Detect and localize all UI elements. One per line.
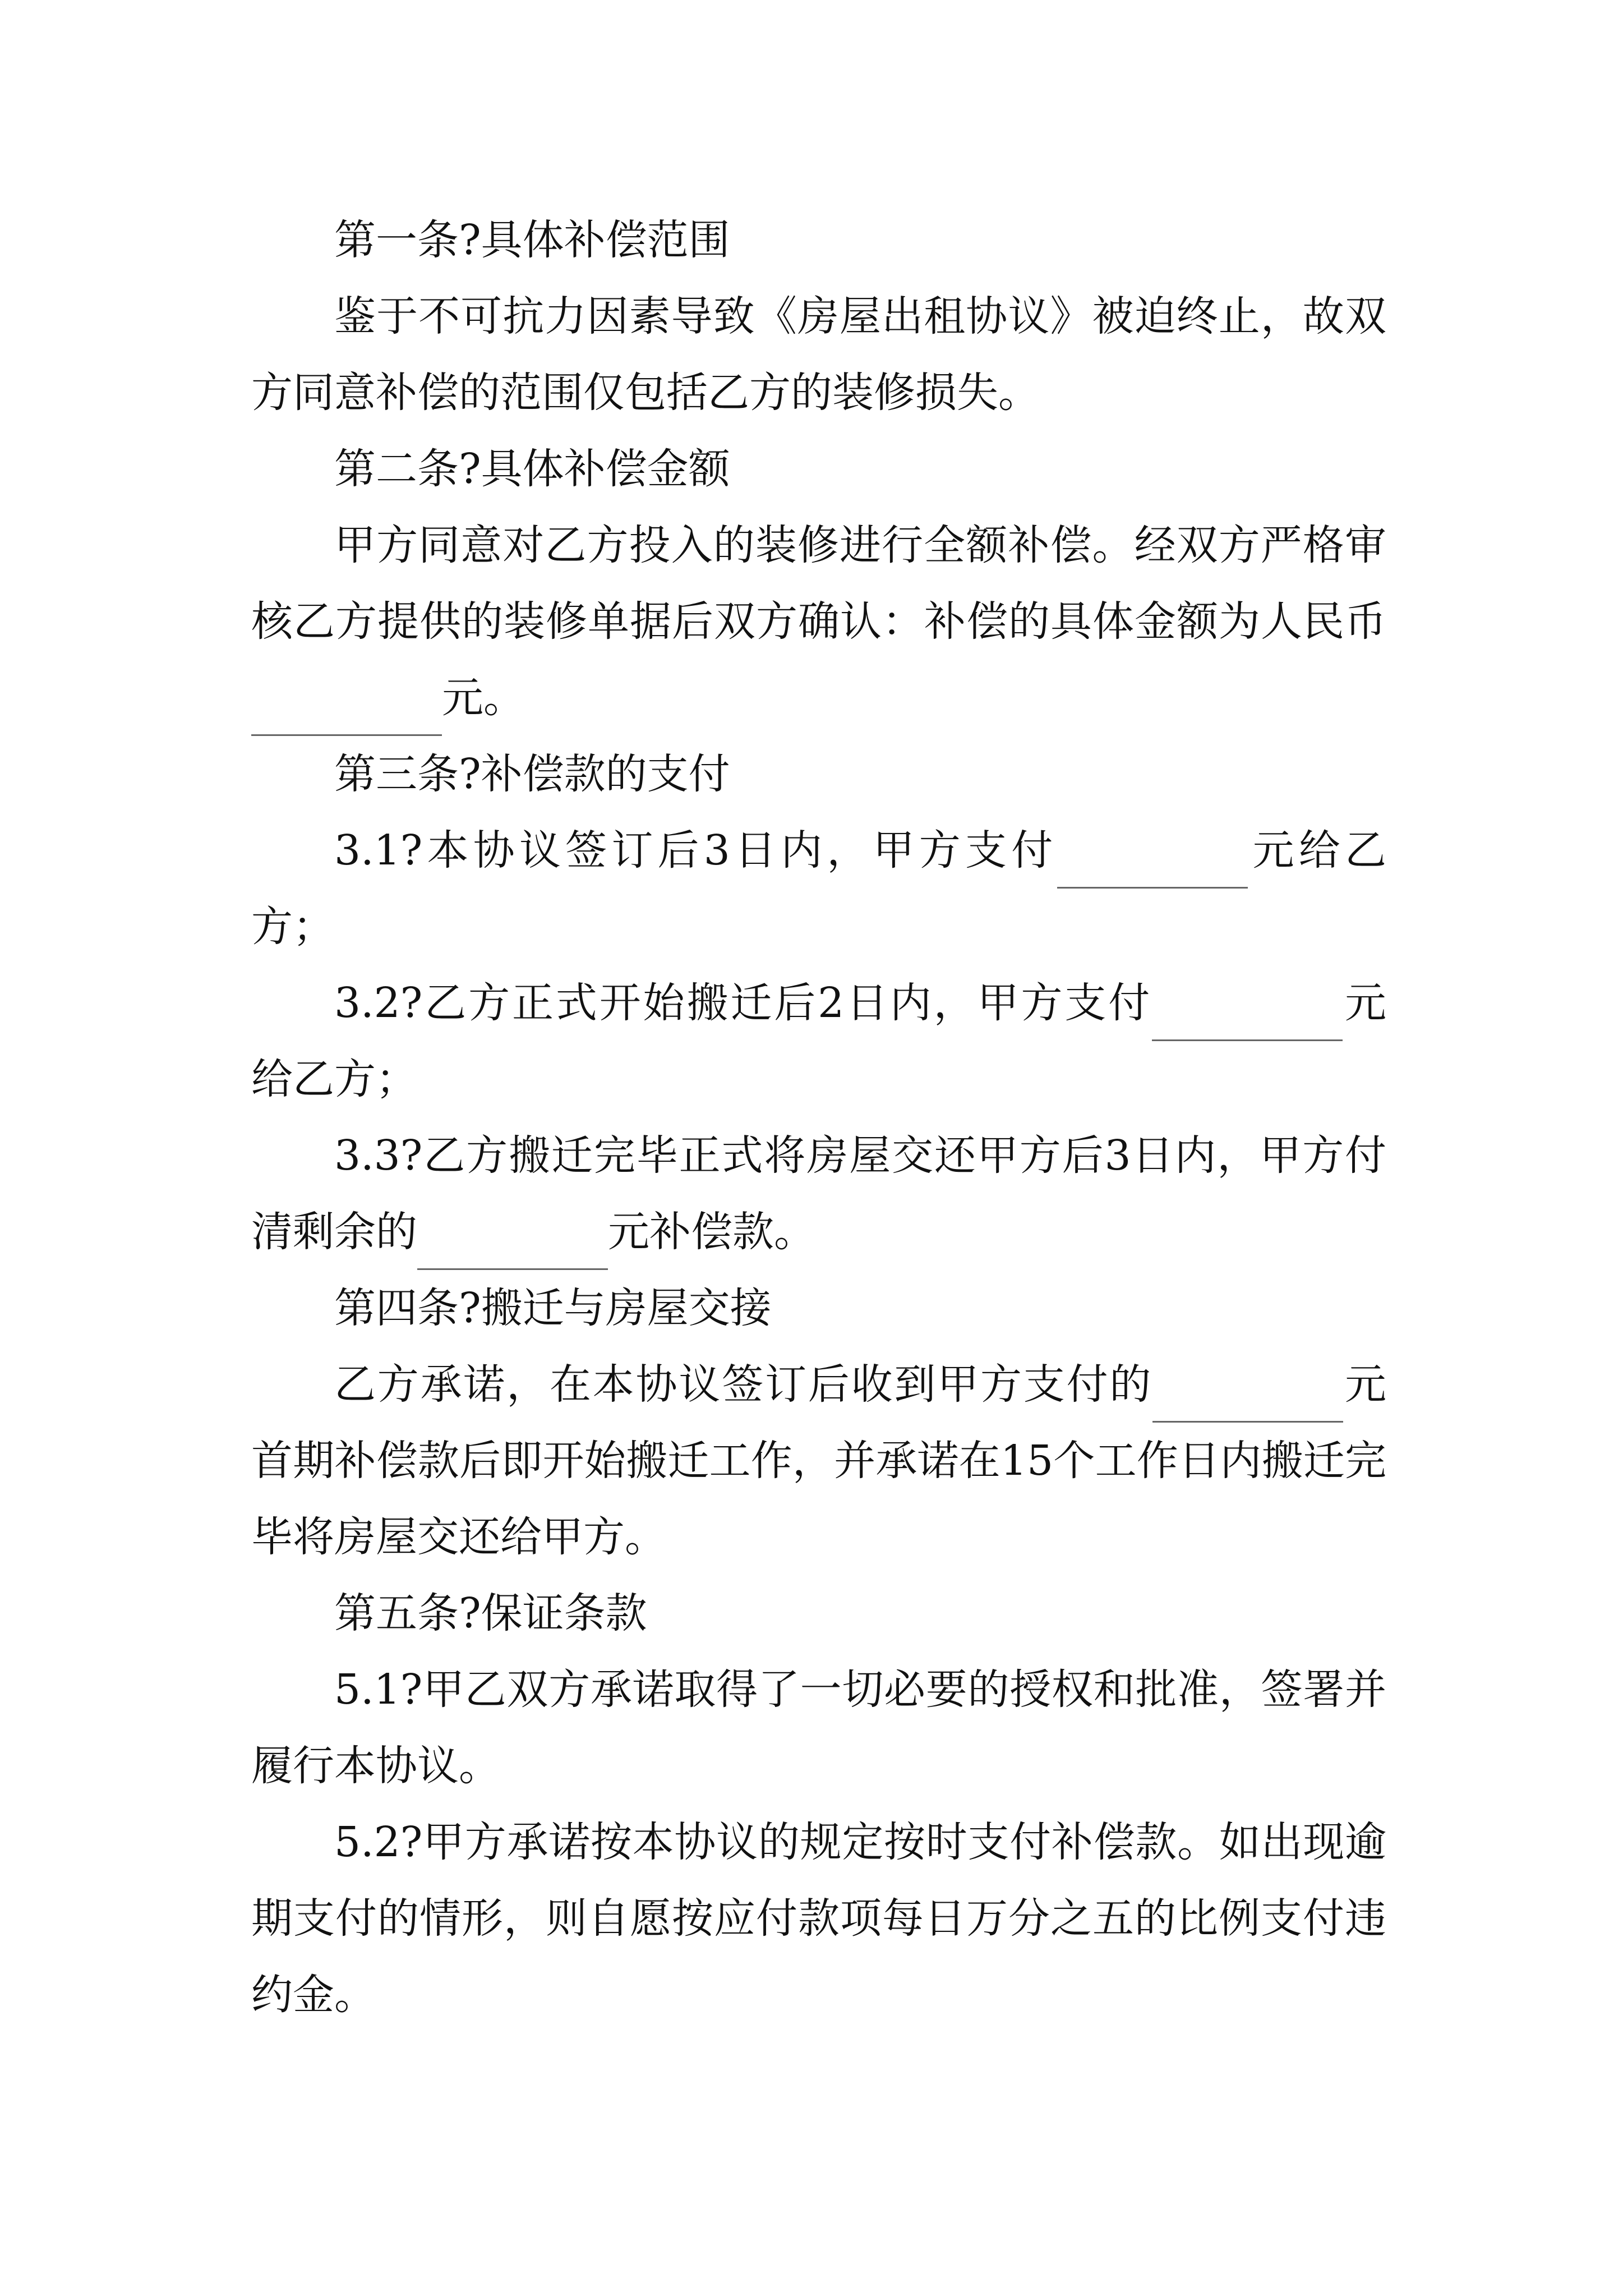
article-2-body-text-a: 甲方同意对乙方投入的装修进行全额补偿。经双方严格审核乙方提供的装修单据后双方确认：补偿的具体金额为人民币 bbox=[251, 521, 1386, 646]
article-3-1 bbox=[251, 812, 1386, 965]
article-5-1: 5.1?甲乙双方承诺取得了一切必要的授权和批准，签署并履行本协议。 bbox=[251, 1665, 1386, 1790]
article-3-1-text-a: 3.1?本协议签订后3日内，甲方支付 bbox=[334, 826, 1058, 875]
article-3-2-text-a: 3.2?乙方正式开始搬迁后2日内，甲方支付 bbox=[334, 979, 1152, 1027]
article-4-body-text-a: 乙方承诺，在本协议签订后收到甲方支付的 bbox=[334, 1360, 1153, 1409]
amount-blank-first-payment bbox=[1057, 838, 1248, 889]
article-4-body-text-b: 元首期补偿款后即开始搬迁工作，并承诺在15个工作日内搬迁完毕将房屋交还给甲方。 bbox=[251, 1360, 1387, 1561]
article-3-2-text-b: 元给乙方； bbox=[251, 979, 1387, 1103]
article-3-2 bbox=[251, 965, 1386, 1117]
article-3-3-text-a: 3.3?乙方搬迁完毕正式将房屋交还甲方后3日内，甲方付清剩余的 bbox=[251, 1131, 1386, 1256]
article-5-heading: 第五条?保证条款 bbox=[334, 1589, 647, 1637]
amount-blank-total bbox=[251, 685, 442, 736]
article-2-body-text-b: 元。 bbox=[442, 674, 525, 722]
article-5-2: 5.2?甲方承诺按本协议的规定按时支付补偿款。如出现逾期支付的情形，则自愿按应付款项每日万分之五的比例支付违约金。 bbox=[251, 1818, 1386, 2019]
article-4-body bbox=[251, 1346, 1386, 1575]
document-body bbox=[251, 202, 1386, 2033]
article-1-body: 鉴于不可抗力因素导致《房屋出租协议》被迫终止，故双方同意补偿的范围仅包括乙方的装修损失。 bbox=[251, 292, 1386, 417]
article-1-heading: 第一条?具体补偿范围 bbox=[334, 216, 730, 264]
article-3-heading: 第三条?补偿款的支付 bbox=[334, 750, 730, 798]
article-4-heading: 第四条?搬迁与房屋交接 bbox=[334, 1284, 772, 1332]
article-2-heading: 第二条?具体补偿金额 bbox=[334, 445, 730, 493]
article-3-3 bbox=[251, 1117, 1386, 1270]
article-2-body bbox=[251, 507, 1386, 736]
amount-blank-initial bbox=[1152, 1372, 1343, 1423]
amount-blank-remaining bbox=[417, 1219, 608, 1270]
article-3-1-text-b: 元给乙方； bbox=[251, 826, 1386, 951]
amount-blank-second-payment bbox=[1152, 990, 1343, 1041]
article-3-3-text-b: 元补偿款。 bbox=[608, 1208, 815, 1256]
